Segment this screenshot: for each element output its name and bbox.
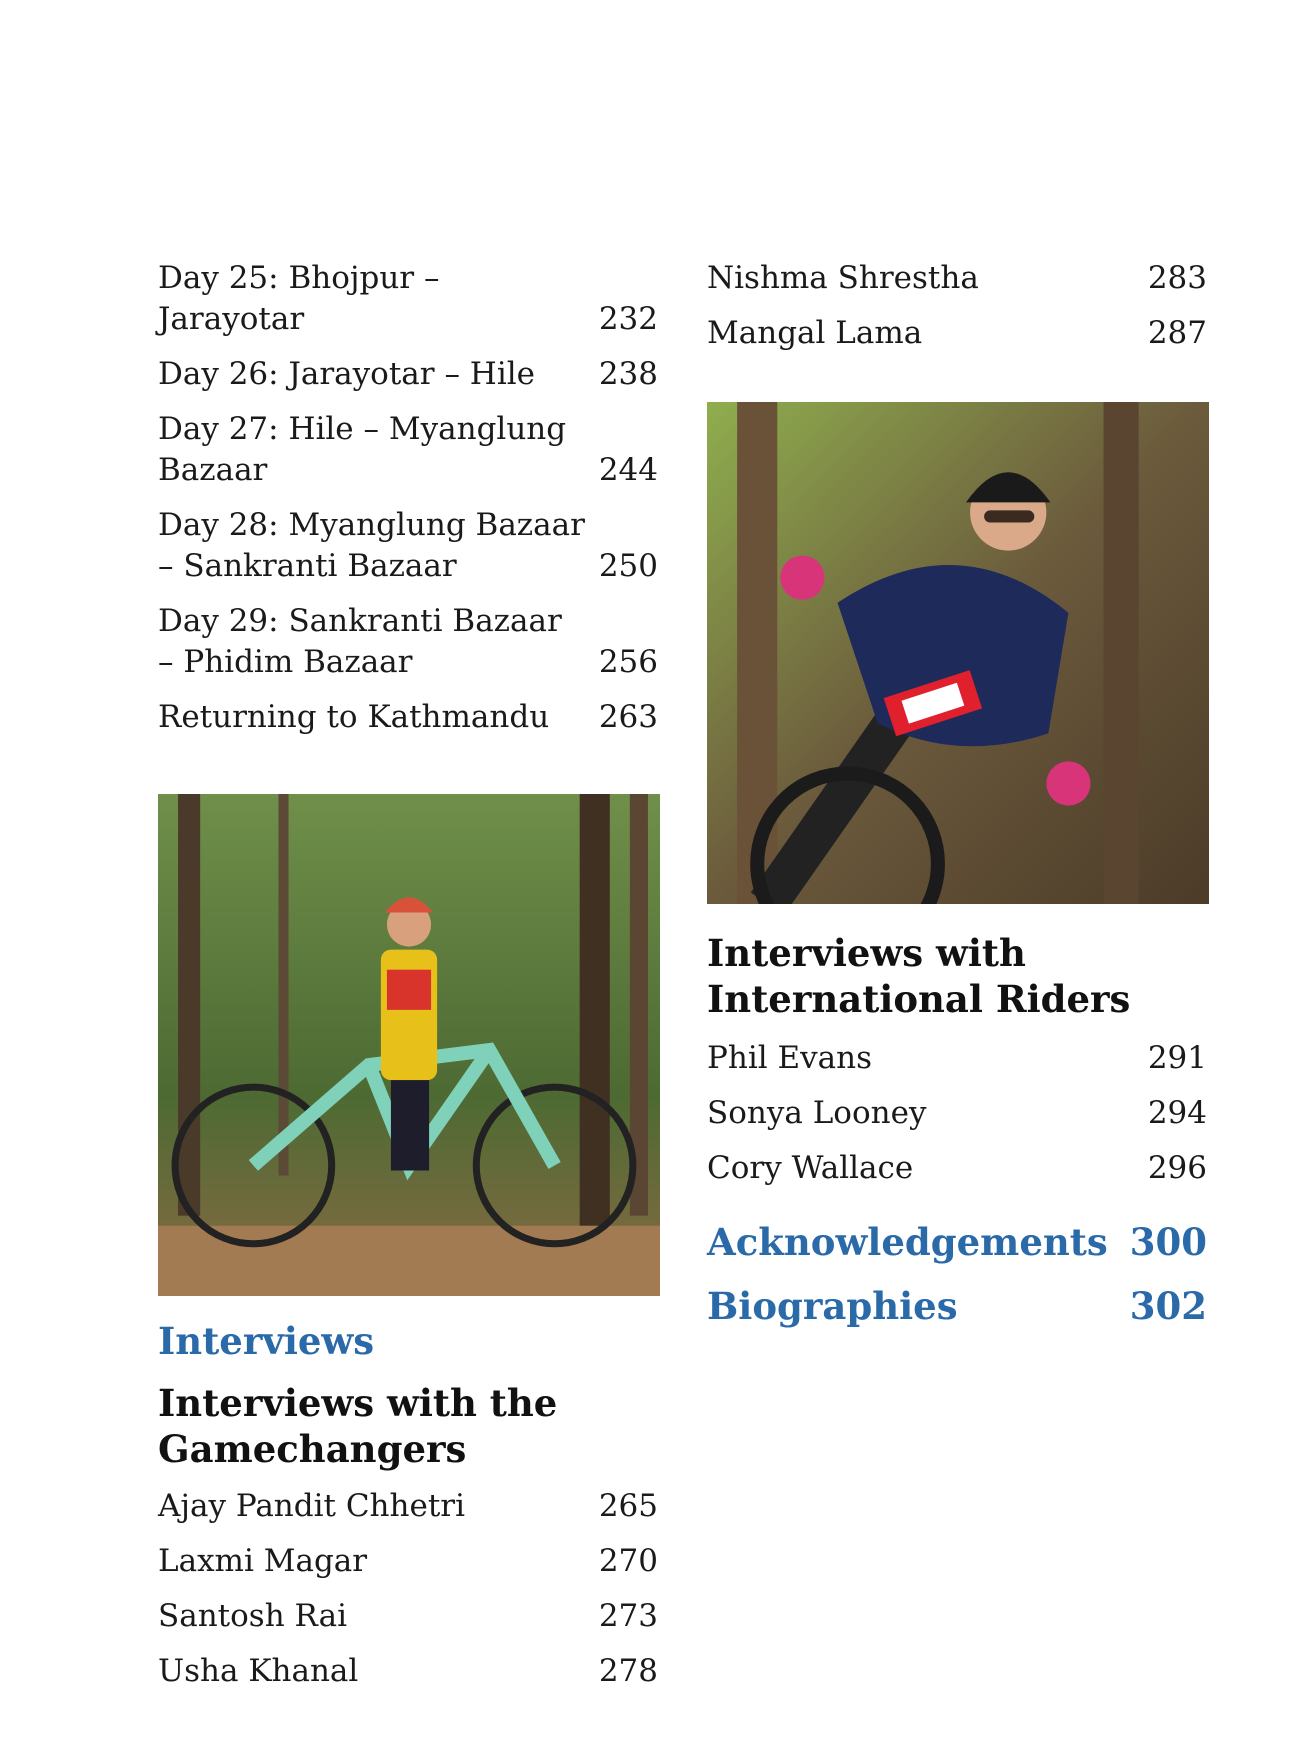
toc-entry-day-26[interactable] bbox=[158, 354, 658, 395]
toc-entry-page: 263 bbox=[598, 699, 658, 735]
toc-entry-title: Ajay Pandit Chhetri bbox=[158, 1488, 466, 1524]
toc-entry-title: Mangal Lama bbox=[707, 315, 923, 351]
toc-entry-mangal[interactable] bbox=[707, 313, 1207, 354]
toc-entry-title: Acknowledgements bbox=[707, 1220, 1108, 1264]
toc-entry-laxmi[interactable] bbox=[158, 1541, 658, 1582]
interviews-heading: Interviews bbox=[158, 1319, 375, 1363]
toc-entry-title: Biographies bbox=[707, 1284, 958, 1328]
toc-entry-phil[interactable] bbox=[707, 1038, 1207, 1079]
toc-entry-page: 273 bbox=[598, 1598, 658, 1634]
toc-entry-ajay[interactable] bbox=[158, 1486, 658, 1527]
toc-entry-page: 244 bbox=[598, 452, 658, 488]
toc-entry-page: 238 bbox=[598, 356, 658, 392]
toc-entry-returning[interactable] bbox=[158, 697, 658, 738]
toc-entry-nishma[interactable] bbox=[707, 258, 1207, 299]
toc-entry-title: Phil Evans bbox=[707, 1040, 873, 1076]
toc-entry-title: Day 28: Myanglung Bazaar – Sankranti Bazaar bbox=[158, 507, 585, 584]
toc-entry-page: 302 bbox=[1129, 1284, 1207, 1328]
toc-entry-title: Day 26: Jarayotar – Hile bbox=[158, 356, 536, 392]
toc-entry-title: Sonya Looney bbox=[707, 1095, 927, 1131]
cyclist-photo-racing-rider bbox=[707, 402, 1209, 904]
toc-entry-page: 278 bbox=[598, 1653, 658, 1689]
toc-entry-title: Returning to Kathmandu bbox=[158, 699, 550, 735]
toc-entry-title: Day 25: Bhojpur – Jarayotar bbox=[158, 260, 440, 337]
toc-entry-page: 283 bbox=[1147, 260, 1207, 296]
gamechangers-heading: Interviews with the Gamechangers bbox=[158, 1381, 558, 1471]
toc-entry-day-27[interactable] bbox=[158, 409, 658, 491]
toc-entry-title: Cory Wallace bbox=[707, 1150, 914, 1186]
toc-entry-page: 291 bbox=[1147, 1040, 1207, 1076]
toc-entry-day-29[interactable] bbox=[158, 601, 658, 683]
toc-entry-page: 296 bbox=[1147, 1150, 1207, 1186]
toc-entry-page: 287 bbox=[1147, 315, 1207, 351]
toc-entry-page: 250 bbox=[598, 548, 658, 584]
toc-entry-santosh[interactable] bbox=[158, 1596, 658, 1637]
toc-entry-title: Day 27: Hile – Myanglung Bazaar bbox=[158, 411, 567, 488]
toc-entry-page: 270 bbox=[598, 1543, 658, 1579]
toc-entry-page: 256 bbox=[598, 644, 658, 680]
toc-entry-title: Nishma Shrestha bbox=[707, 260, 979, 296]
toc-entry-cory[interactable] bbox=[707, 1148, 1207, 1189]
toc-entry-page: 265 bbox=[598, 1488, 658, 1524]
toc-entry-title: Day 29: Sankranti Bazaar – Phidim Bazaar bbox=[158, 603, 562, 680]
toc-entry-biographies[interactable] bbox=[707, 1283, 1207, 1329]
toc-entry-usha[interactable] bbox=[158, 1651, 658, 1692]
toc-entry-page: 300 bbox=[1129, 1220, 1207, 1264]
toc-entry-page: 294 bbox=[1147, 1095, 1207, 1131]
toc-entry-page: 232 bbox=[598, 301, 658, 337]
toc-entry-day-25[interactable] bbox=[158, 258, 658, 340]
toc-entry-title: Santosh Rai bbox=[158, 1598, 347, 1634]
toc-entry-acknowledgements[interactable] bbox=[707, 1219, 1207, 1265]
cyclist-photo-woman-with-bike bbox=[158, 794, 660, 1296]
toc-left-column bbox=[158, 258, 658, 1706]
toc-entry-sonya[interactable] bbox=[707, 1093, 1207, 1134]
toc-right-column bbox=[707, 258, 1207, 1347]
toc-entry-day-28[interactable] bbox=[158, 505, 658, 587]
international-heading: Interviews with International Riders bbox=[707, 931, 1131, 1021]
toc-entry-title: Laxmi Magar bbox=[158, 1543, 368, 1579]
toc-entry-title: Usha Khanal bbox=[158, 1653, 359, 1689]
